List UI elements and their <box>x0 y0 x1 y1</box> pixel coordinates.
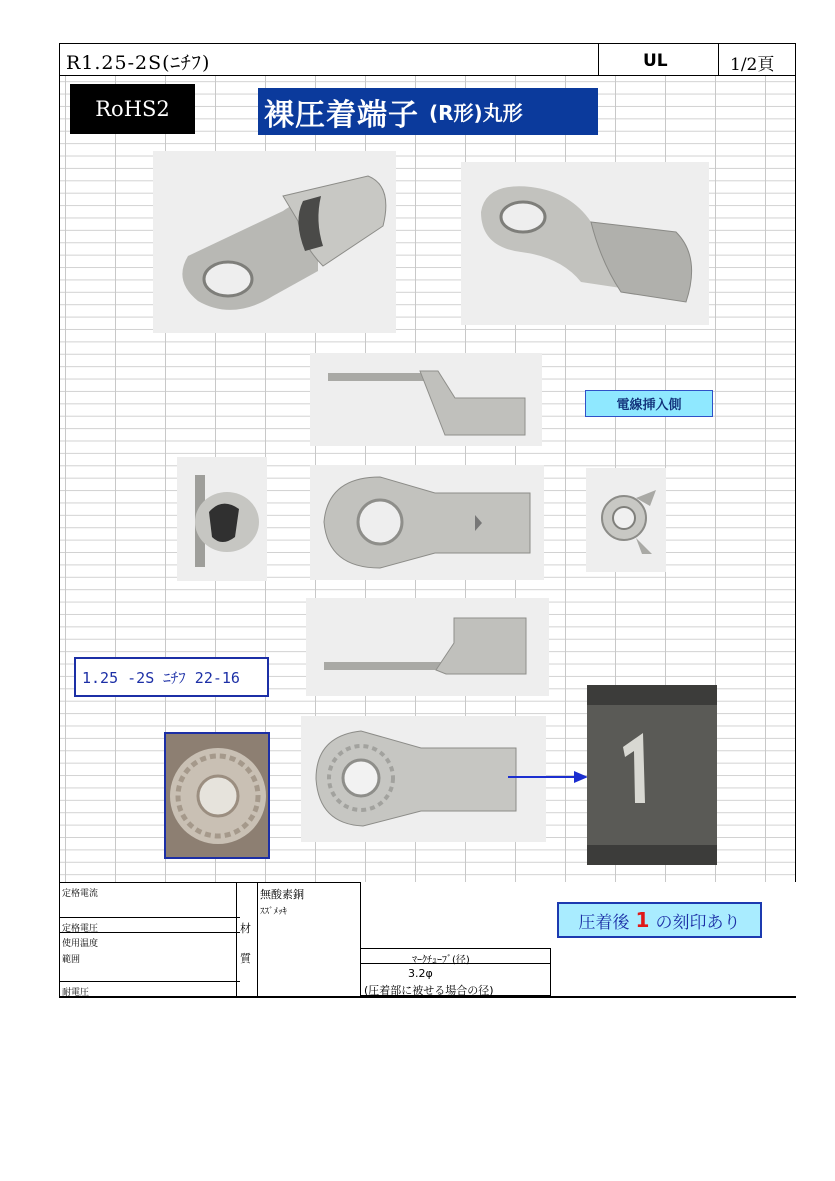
title-box <box>258 88 598 135</box>
terminal-digit-closeup-photo <box>587 685 717 865</box>
temp-range-label-1: 使用温度 <box>62 939 99 949</box>
title-shape: 丸形 <box>482 101 523 125</box>
material-value: 無酸素銅 <box>260 888 304 901</box>
page-number: 1/2頁 <box>730 55 775 75</box>
stamp-note-digit: 1 <box>635 908 650 932</box>
plating-value: ｽｽﾞﾒｯｷ <box>260 907 288 917</box>
terminal-side-bottom-photo <box>306 598 549 696</box>
table-divider <box>360 882 361 948</box>
terminal-stamp-closeup-photo <box>164 732 270 859</box>
ul-label: UL <box>643 51 668 71</box>
tube-header: ﾏｰｸﾁｭｰﾌﾞ(径) <box>412 955 470 966</box>
table-border <box>60 981 240 982</box>
part-number: R1.25-2S(ﾆﾁﾌ) <box>66 52 211 74</box>
stamp-note-label <box>557 902 762 938</box>
stamp-note-suffix: の刻印あり <box>655 912 741 933</box>
tube-note: (圧着部に被せる場合の径) <box>364 984 494 997</box>
tube-value: 3.2φ <box>408 967 433 980</box>
rated-voltage-label: 定格電圧 <box>62 924 99 934</box>
terminal-angled-right-photo <box>461 162 709 325</box>
marking-text-label: 1.25 -2S ﾆﾁﾌ 22-16 <box>74 657 269 697</box>
table-divider <box>257 882 258 996</box>
wire-side-label: 電線挿入側 <box>585 390 713 417</box>
stamp-note-prefix: 圧着後 <box>578 912 630 933</box>
title-paren: (R形) <box>429 101 483 125</box>
material-label-1: 材 <box>240 922 251 935</box>
rohs-badge: RoHS2 <box>70 84 195 134</box>
rated-current-label: 定格電流 <box>62 889 99 899</box>
table-border <box>60 917 240 918</box>
withstand-voltage-label: 耐電圧 <box>62 988 90 998</box>
title-main: 裸圧着端子 <box>264 97 419 133</box>
terminal-angled-left-photo <box>153 151 396 333</box>
table-divider <box>236 882 237 996</box>
stamp-arrow <box>508 769 588 785</box>
terminal-top-view-photo <box>310 465 544 580</box>
temp-range-label-2: 範囲 <box>62 955 81 965</box>
header-divider <box>598 44 599 76</box>
header-divider <box>718 44 719 76</box>
terminal-ring-end-photo <box>586 468 666 572</box>
terminal-barrel-end-photo <box>177 457 267 581</box>
terminal-side-top-photo <box>310 353 542 446</box>
table-border <box>60 882 360 883</box>
material-label-2: 質 <box>240 952 251 965</box>
